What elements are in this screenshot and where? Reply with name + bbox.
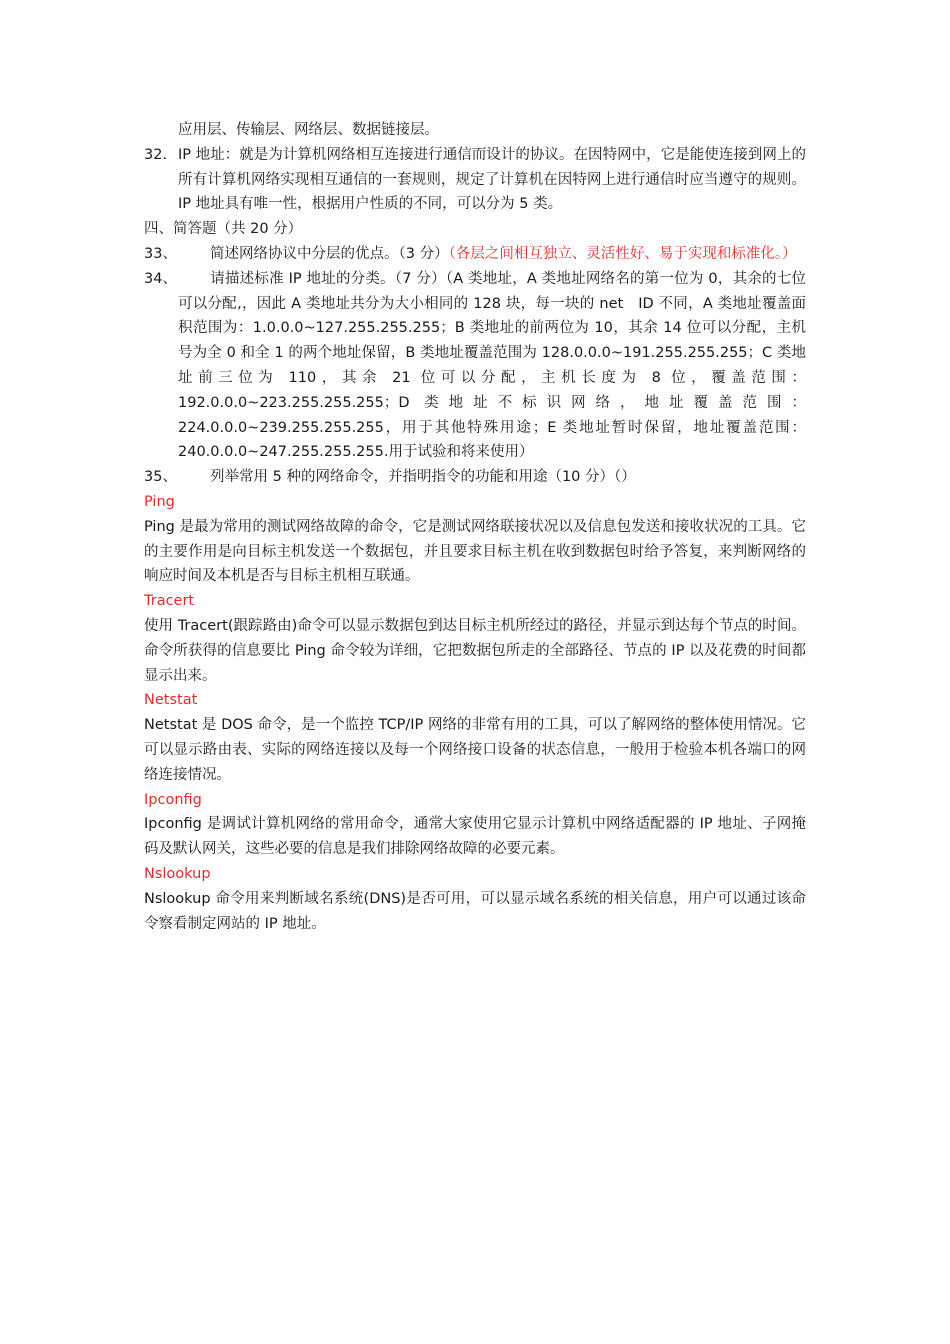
command-description: Nslookup 命令用来判断域名系统(DNS)是否可用，可以显示域名系统的相关信息，用户可以通过该命令察看制定网站的 IP 地址。: [144, 890, 806, 932]
command-tracert: [144, 589, 806, 688]
question-number: 34、: [144, 270, 177, 287]
command-title: Netstat: [144, 692, 198, 709]
document-body: [144, 118, 806, 936]
question-35: [144, 465, 806, 490]
continuation-text: 应用层、传输层、网络层、数据链接层。: [178, 122, 439, 138]
command-title: Nslookup: [144, 865, 211, 882]
answer-text: （各层之间相互独立、灵活性好、易于实现和标准化。）: [448, 245, 797, 262]
command-description: 使用 Tracert(跟踪路由)命令可以显示数据包到达目标主机所经过的路径，并显示到达每个节点的时间。命令所获得的信息要比 Ping 命令较为详细，它把数据包所走的全部路径、节点的 IP 以及花费的时间都显示出来。: [144, 617, 806, 684]
question-number: 35、: [144, 469, 177, 486]
command-title: Ping: [144, 493, 175, 510]
question-number: 32.: [144, 146, 168, 163]
continuation-line: [144, 118, 806, 143]
command-netstat: [144, 688, 806, 787]
command-ipconfig: [144, 788, 806, 862]
question-text: 列举常用 5 种的网络命令，并指明指令的功能和用途（10 分）（）: [210, 469, 636, 486]
question-text: 请描述标准 IP 地址的分类。（7 分）（A 类地址，A 类地址网络名的第一位为 0，其余的七位可以分配,，因此 A 类地址共分为大小相同的 128 块，每一块的 net ID 不同，A 类地址覆盖面积范围为：1.0.0.0~127.255.255.255；B 类地址的前两位为 10，其余 14 位可以分配，主机号为全 0 和全 1 的两个地址保留，B 类地址覆盖范围为 128.0.0.0~191.255.255.255；C 类地址前三位为 110，其余 21 位可以分配，主机长度为 8 位，覆盖范围：192.0.0.0~223.255.255.255；D 类地址不标识网络，地址覆盖范围：224.0.0.0~239.255.255.255，用于其他特殊用途；E 类地址暂时保留，地址覆盖范围：240.0.0.0~247.255.255.255.用于试验和将来使用）: [178, 270, 806, 461]
question-33: [144, 242, 806, 267]
question-text: 简述网络协议中分层的优点。（3 分）: [210, 245, 449, 262]
command-description: Netstat 是 DOS 命令，是一个监控 TCP/IP 网络的非常有用的工具，可以了解网络的整体使用情况。它可以显示路由表、实际的网络连接以及每一个网络接口设备的状态信息，一般用于检验本机各端口的网络连接情况。: [144, 717, 806, 783]
question-34: [144, 267, 806, 465]
section-heading: 四、简答题（共 20 分）: [144, 221, 303, 238]
question-32: [144, 143, 806, 217]
command-description: Ping 是最为常用的测试网络故障的命令，它是测试网络联接状况以及信息包发送和接收状况的工具。它的主要作用是向目标主机发送一个数据包，并且要求目标主机在收到数据包时给予答复，来判断网络的响应时间及本机是否与目标主机相互联通。: [144, 518, 806, 585]
command-description: Ipconfig 是调试计算机网络的常用命令，通常大家使用它显示计算机中网络适配器的 IP 地址、子网掩码及默认网关，这些必要的信息是我们排除网络故障的必要元素。: [144, 816, 806, 858]
command-ping: [144, 490, 806, 589]
command-title: Ipconfig: [144, 791, 202, 808]
command-title: Tracert: [144, 593, 195, 610]
question-number: 33、: [144, 245, 177, 262]
question-text: IP 地址：就是为计算机网络相互连接进行通信而设计的协议。在因特网中，它是能使连接到网上的所有计算机网络实现相互通信的一套规则，规定了计算机在因特网上进行通信时应当遵守的规则。IP 地址具有唯一性，根据用户性质的不同，可以分为 5 类。: [178, 146, 806, 213]
command-nslookup: [144, 862, 806, 936]
